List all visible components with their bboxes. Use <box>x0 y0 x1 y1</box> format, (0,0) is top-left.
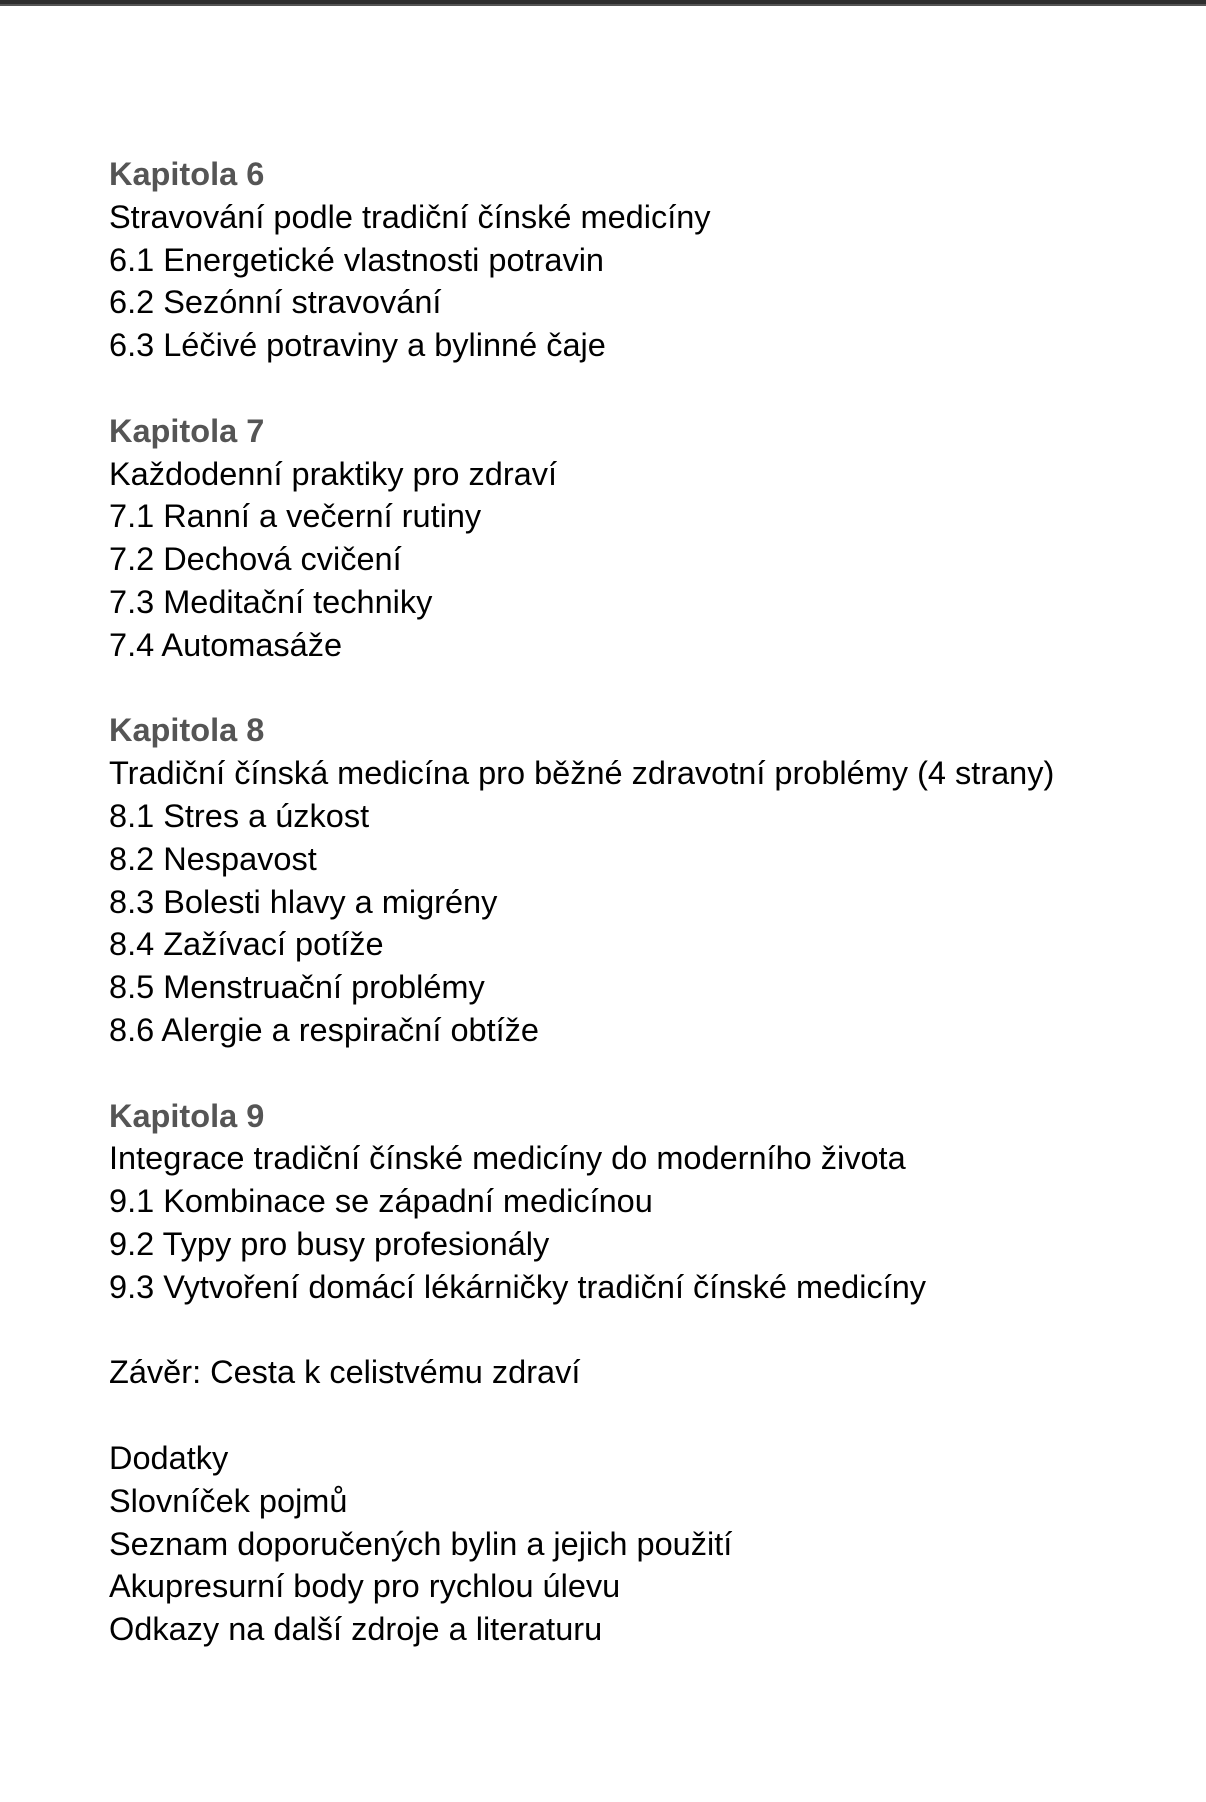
subchapter-item: 6.1 Energetické vlastnosti potravin <box>109 241 604 278</box>
subchapter-item: 9.1 Kombinace se západní medicínou <box>109 1183 653 1220</box>
appendix <box>109 1437 1109 1651</box>
subchapter-item: 6.3 Léčivé potraviny a bylinné čaje <box>109 327 606 364</box>
appendix-title: Dodatky <box>109 1439 229 1476</box>
subchapter-item: 8.3 Bolesti hlavy a migrény <box>109 883 498 920</box>
subchapter-item: 7.3 Meditační techniky <box>109 583 433 620</box>
spacer <box>109 1309 1109 1352</box>
subchapter-item: 9.2 Typy pro busy profesionály <box>109 1225 550 1262</box>
subchapter-item: 8.6 Alergie a respirační obtíže <box>109 1011 539 1048</box>
chapter-heading: Kapitola 6 <box>109 156 265 192</box>
chapter-heading: Kapitola 9 <box>109 1097 265 1134</box>
spacer <box>109 667 1109 710</box>
subchapter-item: 9.3 Vytvoření domácí lékárničky tradiční čínské medicíny <box>109 1268 927 1305</box>
window-top-bar-edge <box>0 4 1206 6</box>
appendix-item: Seznam doporučených bylin a jejich použití <box>109 1525 733 1562</box>
chapter-title: Tradiční čínská medicína pro běžné zdravotní problémy (4 strany) <box>109 755 1055 792</box>
subchapter-item: 8.2 Nespavost <box>109 840 317 877</box>
spacer <box>109 367 1109 410</box>
chapter-heading: Kapitola 8 <box>109 712 265 749</box>
chapter-heading: Kapitola 7 <box>109 412 265 449</box>
subchapter-item: 7.4 Automasáže <box>109 626 343 663</box>
chapter-title: Každodenní praktiky pro zdraví <box>109 455 558 492</box>
appendix-item: Slovníček pojmů <box>109 1482 348 1519</box>
chapter-6 <box>109 153 1109 367</box>
subchapter-item: 8.5 Menstruační problémy <box>109 969 485 1006</box>
subchapter-item: 6.2 Sezónní stravování <box>109 284 442 321</box>
subchapter-item: 8.4 Zažívací potíže <box>109 926 384 963</box>
spacer <box>109 1052 1109 1095</box>
chapter-8 <box>109 709 1109 1051</box>
subchapter-item: 7.2 Dechová cvičení <box>109 541 402 578</box>
chapter-title: Integrace tradiční čínské medicíny do moderního života <box>109 1140 906 1177</box>
subchapter-item: 8.1 Stres a úzkost <box>109 797 370 834</box>
conclusion: Závěr: Cesta k celistvému zdraví <box>109 1354 581 1391</box>
spacer <box>109 1394 1109 1437</box>
chapter-title: Stravování podle tradiční čínské medicíny <box>109 198 711 235</box>
subchapter-item: 7.1 Ranní a večerní rutiny <box>109 498 482 535</box>
chapter-7 <box>109 410 1109 667</box>
document-page <box>109 153 1109 1651</box>
appendix-item: Odkazy na další zdroje a literaturu <box>109 1611 603 1648</box>
appendix-item: Akupresurní body pro rychlou úlevu <box>109 1568 621 1605</box>
chapter-9 <box>109 1095 1109 1309</box>
